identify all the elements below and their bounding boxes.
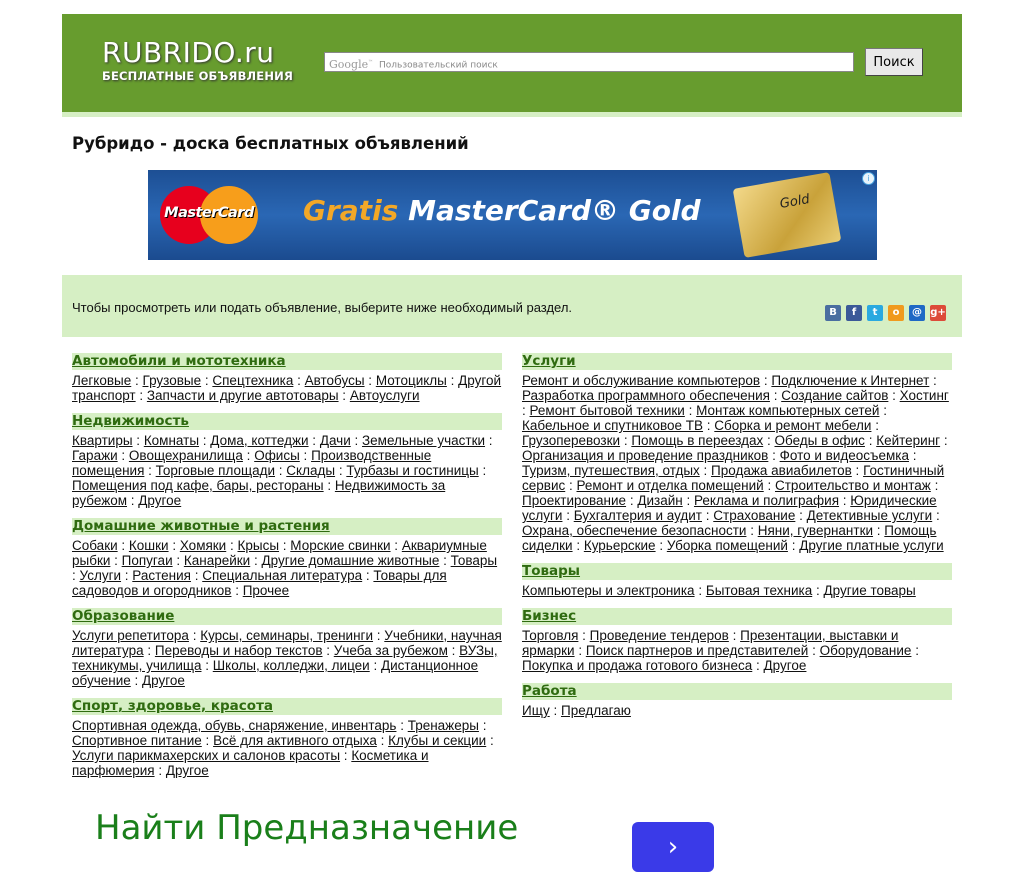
- category-title[interactable]: Автомобили и мототехника: [72, 353, 502, 370]
- category-links: Ищу : Предлагаю: [522, 703, 631, 718]
- category-links: Собаки : Кошки : Хомяки : Крысы : Морские свинки : Аквариумные рыбки : Попугаи : Канарейки : Другие домашние животные : Товары : Услуги : Растения : Специальная литература : Товары для садоводов и огородников : Прочее: [72, 538, 498, 598]
- mailru-share-icon[interactable]: @: [909, 305, 925, 321]
- category-link[interactable]: Учебники, научная литература: [72, 628, 502, 658]
- category-link[interactable]: Спортивное питание: [72, 733, 202, 748]
- category-link[interactable]: Аквариумные рыбки: [72, 538, 487, 568]
- category-link[interactable]: Комнаты: [143, 433, 200, 448]
- category-title[interactable]: Спорт, здоровье, красота: [72, 698, 502, 715]
- category-link[interactable]: Проектирование: [522, 493, 627, 508]
- gold-card-image: Gold: [733, 172, 842, 258]
- ad-info-icon[interactable]: i: [862, 172, 875, 185]
- category-link[interactable]: Фото и видеосъемка: [779, 448, 909, 463]
- category-link[interactable]: Ищу: [522, 703, 550, 718]
- search-button[interactable]: Поиск: [865, 48, 923, 76]
- category-link[interactable]: Земельные участки: [362, 433, 486, 448]
- google-logo: Google™: [329, 57, 374, 71]
- category-link[interactable]: Другое: [138, 493, 182, 508]
- category-link[interactable]: Охрана, обеспечение безопасности: [522, 523, 747, 538]
- category-link[interactable]: Специальная литература: [202, 568, 363, 583]
- category-link[interactable]: Спецтехника: [212, 373, 294, 388]
- category-link[interactable]: Монтаж компьютерных сетей: [696, 403, 880, 418]
- category-link[interactable]: Курсы, семинары, тренинги: [200, 628, 374, 643]
- category-link[interactable]: Дома, коттеджи: [210, 433, 309, 448]
- category-block: [72, 518, 502, 598]
- logo-main: RUBRIDO.ru: [102, 36, 275, 69]
- category-link[interactable]: Прочее: [242, 583, 290, 598]
- category-link[interactable]: Учеба за рубежом: [333, 643, 448, 658]
- category-link[interactable]: Морские свинки: [290, 538, 391, 553]
- category-link[interactable]: Попугаи: [121, 553, 173, 568]
- category-links: Спортивная одежда, обувь, снаряжение, инвентарь : Тренажеры : Спортивное питание : Всё для активного отдыха : Клубы и секции : Услуги парикмахерских и салонов красоты : Косметика и парфюмерия : Другое: [72, 718, 494, 778]
- category-link[interactable]: Бухгалтерия и аудит: [573, 508, 702, 523]
- category-link[interactable]: Кабельное и спутниковое ТВ: [522, 418, 704, 433]
- category-link[interactable]: Туризм, путешествия, отдых: [522, 463, 700, 478]
- category-link[interactable]: Ремонт и обслуживание компьютеров: [522, 373, 761, 388]
- category-link[interactable]: Собаки: [72, 538, 118, 553]
- category-link[interactable]: Предлагаю: [560, 703, 631, 718]
- category-block: [522, 683, 952, 718]
- category-link[interactable]: Дизайн: [637, 493, 683, 508]
- category-link[interactable]: Ремонт и отделка помещений: [576, 478, 764, 493]
- category-block: [72, 413, 502, 508]
- left-column: [72, 353, 502, 788]
- category-link[interactable]: Недвижимость за рубежом: [72, 478, 446, 508]
- category-link[interactable]: Другие домашние животные: [261, 553, 440, 568]
- bottom-ad-text[interactable]: Найти Предназначение: [95, 808, 519, 848]
- vk-share-icon[interactable]: В: [825, 305, 841, 321]
- googleplus-share-icon[interactable]: g+: [930, 305, 946, 321]
- intro-text: Чтобы просмотреть или подать объявление, выберите ниже необходимый раздел.: [72, 300, 573, 315]
- category-link[interactable]: Товары: [450, 553, 498, 568]
- category-link[interactable]: Хостинг: [899, 388, 949, 403]
- category-link[interactable]: ВУЗы, техникумы, училища: [72, 643, 498, 673]
- odnoklassniki-share-icon[interactable]: о: [888, 305, 904, 321]
- ad-banner[interactable]: [148, 170, 877, 260]
- category-link[interactable]: Реклама и полиграфия: [693, 493, 840, 508]
- category-link[interactable]: Разработка программного обеспечения: [522, 388, 770, 403]
- category-links: Торговля : Проведение тендеров : Презентации, выставки и ярмарки : Поиск партнеров и представителей : Оборудование : Покупка и продажа готового бизнеса : Другое: [522, 628, 919, 673]
- category-link[interactable]: Торговые площади: [155, 463, 276, 478]
- category-link[interactable]: Овощехранилища: [128, 448, 243, 463]
- category-link[interactable]: Оборудование: [819, 643, 912, 658]
- category-link[interactable]: Услуги парикмахерских и салонов красоты: [72, 748, 341, 763]
- intro-panel: [62, 275, 962, 337]
- category-link[interactable]: Ремонт бытовой техники: [529, 403, 685, 418]
- page-wrapper: [62, 14, 962, 318]
- search-input[interactable]: [324, 52, 854, 72]
- category-link[interactable]: Бытовая техника: [705, 583, 813, 598]
- category-link[interactable]: Другое: [763, 658, 807, 673]
- category-link[interactable]: Косметика и парфюмерия: [72, 748, 429, 778]
- category-link[interactable]: Няни, гувернантки: [757, 523, 874, 538]
- category-link[interactable]: Презентации, выставки и ярмарки: [522, 628, 899, 658]
- category-link[interactable]: Услуги: [79, 568, 122, 583]
- category-link[interactable]: Грузовые: [142, 373, 202, 388]
- search-placeholder: Пользовательский поиск: [378, 60, 498, 71]
- category-links: Квартиры : Комнаты : Дома, коттеджи : Дачи : Земельные участки : Гаражи : Овощехранилища : Офисы : Производственные помещения : Торговые площади : Склады : Турбазы и гостиницы : Помещения под кафе, бары, рестораны : Недвижимость за рубежом : Другое: [72, 433, 493, 508]
- category-block: [522, 608, 952, 673]
- category-link[interactable]: Автобусы: [304, 373, 365, 388]
- category-link[interactable]: Квартиры: [72, 433, 133, 448]
- category-link[interactable]: Проведение тендеров: [589, 628, 729, 643]
- banner-headline: Gratis MasterCard® Gold: [303, 194, 701, 227]
- site-logo[interactable]: [102, 38, 293, 83]
- category-link[interactable]: Подключение к Интернет: [771, 373, 930, 388]
- category-link[interactable]: Помощь в переездах: [631, 433, 764, 448]
- category-title[interactable]: Недвижимость: [72, 413, 502, 430]
- category-link[interactable]: Организация и проведение праздников: [522, 448, 769, 463]
- category-link[interactable]: Мотоциклы: [375, 373, 447, 388]
- category-link[interactable]: Другое: [142, 673, 185, 688]
- category-links: Легковые : Грузовые : Спецтехника : Автобусы : Мотоциклы : Другой транспорт : Запчасти и другие автотовары : Автоуслуги: [72, 373, 502, 403]
- category-link[interactable]: Клубы и секции: [388, 733, 487, 748]
- category-link[interactable]: Кейтеринг: [876, 433, 941, 448]
- category-link[interactable]: Другое: [165, 763, 209, 778]
- category-link[interactable]: Хомяки: [179, 538, 227, 553]
- bottom-ad-button[interactable]: ›: [632, 822, 714, 872]
- category-link[interactable]: Другие товары: [823, 583, 916, 598]
- category-link[interactable]: Переводы и набор текстов: [154, 643, 323, 658]
- category-title[interactable]: Товары: [522, 563, 952, 580]
- category-title[interactable]: Домашние животные и растения: [72, 518, 502, 535]
- category-link[interactable]: Курьерские: [583, 538, 656, 553]
- category-link[interactable]: Строительство и монтаж: [775, 478, 931, 493]
- category-link[interactable]: Детективные услуги: [806, 508, 933, 523]
- category-link[interactable]: Канарейки: [183, 553, 251, 568]
- category-title[interactable]: Услуги: [522, 353, 952, 370]
- category-link[interactable]: Легковые: [72, 373, 132, 388]
- category-links: Компьютеры и электроника : Бытовая техника : Другие товары: [522, 583, 916, 598]
- category-link[interactable]: Уборка помещений: [666, 538, 788, 553]
- category-link[interactable]: Кошки: [128, 538, 169, 553]
- category-link[interactable]: Крысы: [237, 538, 280, 553]
- category-link[interactable]: Помощь сиделки: [522, 523, 937, 553]
- category-title[interactable]: Бизнес: [522, 608, 952, 625]
- category-link[interactable]: Производственные помещения: [72, 448, 432, 478]
- category-link[interactable]: Запчасти и другие автотовары: [146, 388, 339, 403]
- category-link[interactable]: Компьютеры и электроника: [522, 583, 695, 598]
- category-link[interactable]: Дистанционное обучение: [72, 658, 479, 688]
- category-link[interactable]: Сборка и ремонт мебели: [714, 418, 872, 433]
- category-link[interactable]: Другой транспорт: [72, 373, 502, 403]
- category-link[interactable]: Тренажеры: [407, 718, 479, 733]
- category-link[interactable]: Другие платные услуги: [799, 538, 944, 553]
- category-link[interactable]: Школы, колледжи, лицеи: [212, 658, 370, 673]
- category-link[interactable]: Юридические услуги: [522, 493, 937, 523]
- category-link[interactable]: Спортивная одежда, обувь, снаряжение, инвентарь: [72, 718, 397, 733]
- category-block: [72, 698, 502, 778]
- category-link[interactable]: Грузоперевозки: [522, 433, 621, 448]
- category-link[interactable]: Дачи: [319, 433, 351, 448]
- category-link[interactable]: Услуги репетитора: [72, 628, 189, 643]
- category-link[interactable]: Создание сайтов: [781, 388, 889, 403]
- page-title: Рубридо - доска бесплатных объявлений: [72, 134, 469, 153]
- category-links: Ремонт и обслуживание компьютеров : Подключение к Интернет : Разработка программного обеспечения : Создание сайтов : Хостинг : Ремонт бытовой техники : Монтаж компьютерных сетей : Кабельное и спутниковое ТВ : Сборка и ремонт мебели : Грузоперевозки : Помощь в переездах : Обеды в офис : Кейтеринг : Организация и проведение праздников : Фото и видеосъемка : Туризм, путешествия, отдых : Продажа авиабилетов : Гостиничный сервис : Ремонт и отделка помещений : Строительство и монтаж : Проектирование : Дизайн : Реклама и полиграфия : Юридические услуги : Бухгалтерия и аудит : Страхование : Детективные услуги : Охрана, обеспечение безопасности : Няни, гувернантки : Помощь сиделки : Курьерские : Уборка помещений : Другие платные услуги: [522, 373, 949, 553]
- category-link[interactable]: Всё для активного отдыха: [213, 733, 377, 748]
- category-block: [522, 353, 952, 553]
- category-link[interactable]: Склады: [286, 463, 336, 478]
- twitter-share-icon[interactable]: t: [867, 305, 883, 321]
- site-header: [62, 14, 962, 117]
- category-link[interactable]: Обеды в офис: [774, 433, 865, 448]
- right-column: [522, 353, 952, 728]
- category-link[interactable]: Растения: [132, 568, 191, 583]
- category-link[interactable]: Гаражи: [72, 448, 118, 463]
- logo-subtitle: БЕСПЛАТНЫЕ ОБЪЯВЛЕНИЯ: [102, 69, 294, 83]
- category-link[interactable]: Торговля: [522, 628, 579, 643]
- category-links: Услуги репетитора : Курсы, семинары, тренинги : Учебники, научная литература : Переводы и набор текстов : Учеба за рубежом : ВУЗы, техникумы, училища : Школы, колледжи, лицеи : Дистанционное обучение : Другое: [72, 628, 502, 688]
- category-link[interactable]: Продажа авиабилетов: [711, 463, 852, 478]
- category-block: [72, 353, 502, 403]
- category-title[interactable]: Работа: [522, 683, 952, 700]
- category-link[interactable]: Страхование: [713, 508, 796, 523]
- category-block: [522, 563, 952, 598]
- category-link[interactable]: Помещения под кафе, бары, рестораны: [72, 478, 324, 493]
- mastercard-logo: MasterCard: [160, 186, 258, 244]
- category-link[interactable]: Гостиничный сервис: [522, 463, 945, 493]
- share-buttons: [825, 305, 946, 321]
- category-link[interactable]: Офисы: [254, 448, 300, 463]
- category-block: [72, 608, 502, 688]
- category-link[interactable]: Автоуслуги: [349, 388, 420, 403]
- category-link[interactable]: Товары для садоводов и огородников: [72, 568, 447, 598]
- facebook-share-icon[interactable]: f: [846, 305, 862, 321]
- category-link[interactable]: Поиск партнеров и представителей: [585, 643, 809, 658]
- category-link[interactable]: Покупка и продажа готового бизнеса: [522, 658, 753, 673]
- category-title[interactable]: Образование: [72, 608, 502, 625]
- category-link[interactable]: Турбазы и гостиницы: [346, 463, 479, 478]
